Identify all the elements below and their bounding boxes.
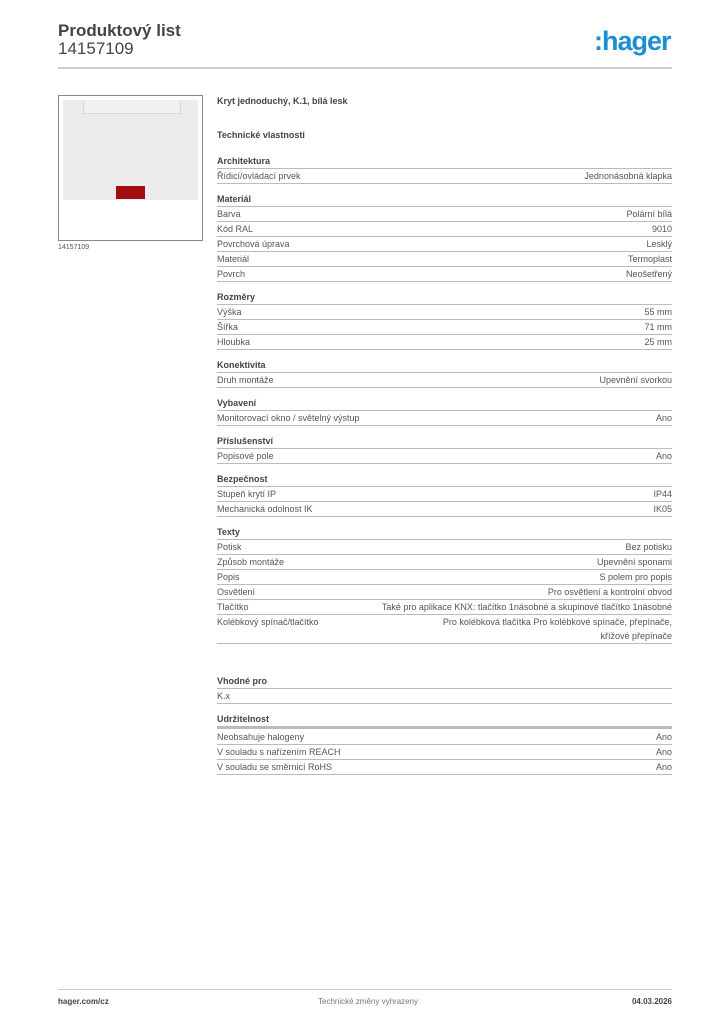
spec-value: IP44	[653, 489, 672, 499]
spec-row	[217, 449, 672, 464]
footer-date: 04.03.2026	[631, 997, 672, 1006]
spec-label: Neobsahuje halogeny	[217, 732, 305, 742]
spec-section	[217, 472, 672, 517]
spec-label: Tlačítko	[217, 602, 249, 612]
product-code: 14157109	[58, 39, 134, 58]
spec-value: Také pro aplikace KNX: tlačítko 1násobné a skupinové tlačítko 1násobné	[381, 602, 672, 612]
spec-value: Upevnění svorkou	[599, 375, 672, 385]
spec-value: Ano	[655, 762, 672, 772]
image-caption: 14157109	[58, 244, 90, 251]
spec-label: Způsob montáže	[217, 557, 285, 567]
spec-label: Popis	[217, 572, 240, 582]
spec-label: Řídicí/ovládací prvek	[217, 171, 301, 181]
footer-divider	[58, 989, 672, 990]
spec-row	[217, 745, 672, 760]
spec-label: V souladu se směrnicí RoHS	[217, 762, 333, 772]
spec-value: Pro kolébková tlačítka Pro kolébkové spínače, přepínače, křížové přepínače	[442, 617, 672, 641]
spec-label: Šířka	[217, 322, 239, 332]
spec-label: Kolébkový spínač/tlačítko	[217, 617, 319, 627]
spec-label: Monitorovací okno / světelný výstup	[217, 413, 360, 423]
spec-row	[217, 502, 672, 517]
spec-value: Ano	[655, 747, 672, 757]
spec-value: Pro osvětlení a kontrolní obvod	[547, 587, 672, 597]
spec-value: Bez potisku	[625, 542, 672, 552]
spec-row	[217, 570, 672, 585]
spec-row	[217, 169, 672, 184]
section-heading: Texty	[217, 525, 672, 540]
spec-label: K.x	[217, 691, 231, 701]
spec-label: Hloubka	[217, 337, 251, 347]
spec-label: Materiál	[217, 254, 250, 264]
spec-section	[217, 192, 672, 282]
spec-row	[217, 237, 672, 252]
spec-value: Polární bílá	[626, 209, 672, 219]
section-heading: Architektura	[217, 154, 672, 169]
spec-row	[217, 487, 672, 502]
spec-value: Lesklý	[646, 239, 672, 249]
spec-label: Potisk	[217, 542, 242, 552]
spec-row	[217, 335, 672, 350]
spec-row	[217, 373, 672, 388]
spec-label: V souladu s nařízením REACH	[217, 747, 341, 757]
spec-label: Popisové pole	[217, 451, 274, 461]
spec-row	[217, 730, 672, 745]
spec-row	[217, 305, 672, 320]
spec-row	[217, 760, 672, 775]
spec-section	[217, 358, 672, 388]
spec-value: S polem pro popis	[599, 572, 672, 582]
spec-row	[217, 267, 672, 282]
spec-section	[217, 434, 672, 464]
footer-note: Technické změny vyhrazeny	[318, 997, 419, 1006]
spec-value: IK05	[653, 504, 672, 514]
section-heading: Konektivita	[217, 358, 672, 373]
spec-section	[217, 712, 672, 775]
spec-value: 25 mm	[644, 337, 672, 347]
spec-value: 55 mm	[644, 307, 672, 317]
spec-value: Upevnění sponami	[596, 557, 672, 567]
footer-website[interactable]: hager.com/cz	[58, 997, 109, 1006]
hager-logo: :hager	[594, 26, 671, 56]
section-heading: Vybavení	[217, 396, 672, 411]
section-heading: Příslušenství	[217, 434, 672, 449]
spec-value: Termoplast	[627, 254, 672, 264]
spec-section	[217, 396, 672, 426]
spec-value: 71 mm	[644, 322, 672, 332]
spec-section	[217, 674, 672, 704]
spec-value: 9010	[651, 224, 672, 234]
spec-label: Povrch	[217, 269, 246, 279]
spec-row	[217, 252, 672, 267]
spec-label: Druh montáže	[217, 375, 274, 385]
spec-row	[217, 615, 672, 644]
spec-label: Povrchová úprava	[217, 239, 290, 249]
spec-row	[217, 585, 672, 600]
spec-section	[217, 154, 672, 184]
spec-value: Neošetřený	[625, 269, 672, 279]
spec-label: Osvětlení	[217, 587, 256, 597]
spec-row	[217, 411, 672, 426]
spec-value: Jednonásobná klapka	[584, 171, 672, 181]
section-heading: Bezpečnost	[217, 472, 672, 487]
spec-row	[217, 689, 672, 704]
label-window	[83, 101, 181, 114]
header-divider	[58, 67, 672, 69]
spec-label: Výška	[217, 307, 242, 317]
spec-label: Stupeň krytí IP	[217, 489, 277, 499]
spec-label: Kód RAL	[217, 224, 254, 234]
spec-row	[217, 540, 672, 555]
spec-section	[217, 290, 672, 350]
section-heading: Materiál	[217, 192, 672, 207]
page-title: Produktový list	[58, 21, 181, 40]
tech-heading: Technické vlastnosti	[217, 130, 305, 140]
spec-table	[217, 154, 672, 783]
spec-row	[217, 600, 672, 615]
spec-row	[217, 207, 672, 222]
cover-plate	[63, 100, 198, 200]
spec-label: Mechanická odolnost IK	[217, 504, 313, 514]
section-heading: Vhodné pro	[217, 674, 672, 689]
product-title: Kryt jednoduchý, K.1, bílá lesk	[217, 96, 348, 106]
spec-label: Barva	[217, 209, 241, 219]
spec-value: Ano	[655, 413, 672, 423]
spec-section	[217, 525, 672, 644]
spec-value: Ano	[655, 451, 672, 461]
spec-row	[217, 320, 672, 335]
section-heading: Udržitelnost	[217, 712, 672, 729]
product-image	[58, 95, 203, 241]
indicator-light	[116, 186, 145, 199]
spec-value: Ano	[655, 732, 672, 742]
spec-row	[217, 555, 672, 570]
spec-row	[217, 222, 672, 237]
section-heading: Rozměry	[217, 290, 672, 305]
